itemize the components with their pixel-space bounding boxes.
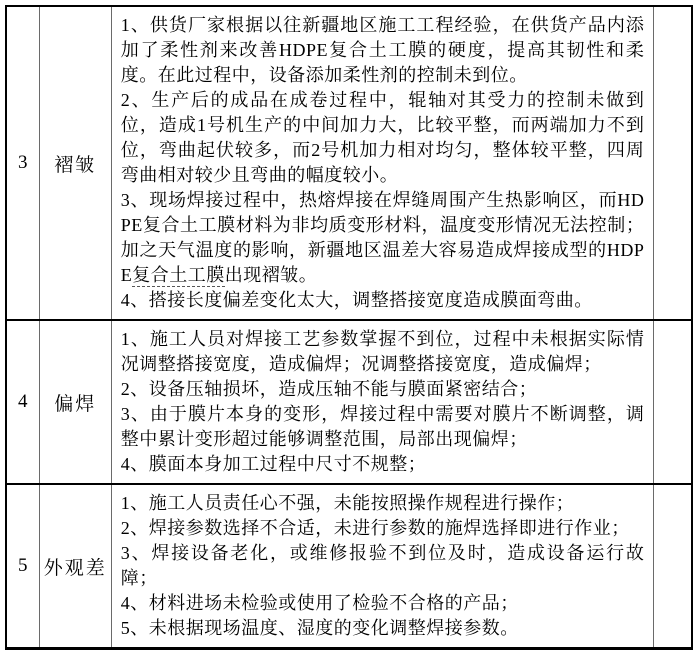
- cause-text: 3、由于膜片本身的变形，焊接过程中需要对膜片不断调整，调整中累计变形超过能够调整范围，局部出现偏焊；: [120, 404, 645, 449]
- cause-text: 2、设备压轴损坏，造成压轴不能与膜面紧密结合；: [120, 379, 538, 399]
- cause-text: 4、膜面本身加工过程中尺寸不规整；: [120, 454, 427, 474]
- cause-text: 2、焊接参数选择不合适，未进行参数的施焊选择即进行作业；: [120, 518, 630, 538]
- cause-item: [121, 288, 645, 313]
- defect-cause-table: [5, 5, 693, 650]
- remarks-cell: [654, 6, 692, 320]
- cause-item: [121, 541, 645, 591]
- defect-name-cell: [39, 6, 111, 320]
- cause-item: [121, 88, 645, 188]
- row-number-cell: [6, 6, 39, 320]
- remarks-cell: [654, 484, 692, 649]
- cause-item: [121, 591, 645, 616]
- underlined-phrase: 复合土工膜: [132, 265, 225, 285]
- table-row: [6, 320, 692, 484]
- cause-list-cell: [111, 6, 654, 320]
- cause-text: 1、施工人员责任心不强，未能按照操作规程进行操作；: [120, 493, 575, 513]
- row-number: 5: [18, 555, 28, 576]
- row-number: 3: [18, 152, 28, 173]
- cause-text: 出现褶皱。: [224, 265, 318, 285]
- remarks-cell: [654, 320, 692, 484]
- cause-text: 1、供货厂家根据以往新疆地区施工工程经验，在供货产品内添加了柔性剂来改善HDPE复合土工膜的硬度，提高其韧性和柔度。在此过程中，设备添加柔性剂的控制未到位。: [120, 15, 645, 85]
- cause-list-cell: [111, 484, 654, 649]
- cause-text: 4、搭接长度偏差变化太大，调整搭接宽度造成膜面弯曲。: [120, 290, 593, 310]
- defect-name-cell: [39, 484, 111, 649]
- defect-name: 偏焊: [54, 393, 97, 415]
- cause-item: [121, 616, 645, 641]
- table-row: [6, 6, 692, 320]
- table-row: [6, 484, 692, 649]
- cause-item: [121, 402, 645, 452]
- cause-item: [121, 327, 645, 377]
- cause-item: [121, 13, 645, 88]
- defect-name-cell: [39, 320, 111, 484]
- cause-item: [121, 188, 645, 288]
- cause-text: 5、未根据现场温度、湿度的变化调整焊接参数。: [120, 618, 519, 638]
- defect-name: 褶皱: [54, 154, 97, 176]
- row-number: 4: [18, 391, 28, 412]
- cause-text: 1、施工人员对焊接工艺参数掌握不到位，过程中未根据实际情况调整搭接宽度，造成偏焊；况调整搭接宽度，造成偏焊；: [120, 329, 645, 374]
- cause-item: [121, 516, 645, 541]
- cause-item: [121, 452, 645, 477]
- cause-item: [121, 377, 645, 402]
- cause-text: 4、材料进场未检验或使用了检验不合格的产品；: [120, 593, 519, 613]
- defect-name: 外观差: [43, 557, 107, 579]
- cause-item: [121, 491, 645, 516]
- cause-text: 3、现场焊接过程中，热熔焊接在焊缝周围产生热影响区，而HDPE复合土工膜材料为非均质变形材料，温度变形情况无法控制；加之天气温度的影响，新疆地区温差大容易造成焊接成型的HDPE: [120, 190, 645, 285]
- cause-text: 3、焊接设备老化，或维修报验不到位及时，造成设备运行故障；: [120, 543, 645, 588]
- row-number-cell: [6, 484, 39, 649]
- cause-text: 2、生产后的成品在成卷过程中，辊轴对其受力的控制未做到位，造成1号机生产的中间加力大，比较平整，而两端加力不到位，弯曲起伏较多，而2号机加力相对均匀，整体较平整，四周弯曲相对较少且弯曲的幅度较小。: [120, 90, 645, 185]
- cause-list-cell: [111, 320, 654, 484]
- row-number-cell: [6, 320, 39, 484]
